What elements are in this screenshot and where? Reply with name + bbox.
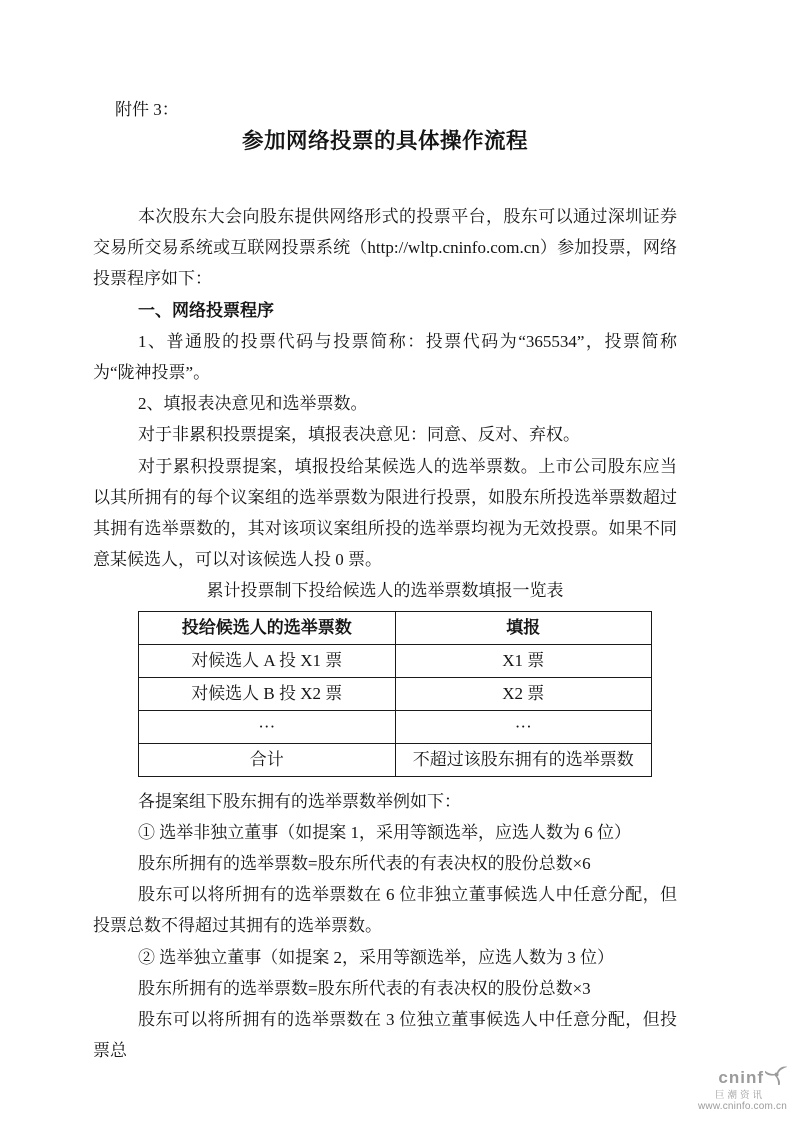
paragraph-example1-title: ① 选举非独立董事（如提案 1，采用等额选举，应选人数为 6 位） — [138, 822, 631, 842]
table-cell: 合计 — [139, 743, 396, 776]
paragraph-vote-code: 1、普通股的投票代码与投票简称：投票代码为“365534”，投票简称为“陇神投票”。 — [93, 331, 677, 383]
table-header-cell: 填报 — [395, 611, 652, 644]
table-cell: 对候选人 B 投 X2 票 — [139, 677, 396, 710]
table-row — [139, 644, 652, 677]
page-title: 参加网络投票的具体操作流程 — [241, 129, 528, 153]
table-cell: X2 票 — [395, 677, 652, 710]
paragraph-example2-allocation: 股东可以将所拥有的选举票数在 3 位独立董事候选人中任意分配，但投票总 — [93, 1010, 677, 1061]
table-cell: X1 票 — [395, 644, 652, 677]
cninfo-swirl-icon — [765, 1065, 787, 1090]
cninfo-logo-cn: 巨潮资讯 — [714, 1090, 765, 1101]
paragraph-non-cumulative: 对于非累积投票提案，填报表决意见：同意、反对、弃权。 — [138, 425, 580, 445]
paragraph-example1-formula: 股东所拥有的选举票数=股东所代表的有表决权的股份总数×6 — [138, 854, 591, 874]
vote-table — [138, 611, 652, 777]
cninfo-logo-row — [698, 1065, 787, 1090]
table-row — [139, 743, 652, 776]
table-header-cell: 投给候选人的选举票数 — [139, 611, 396, 644]
document-body — [93, 96, 677, 1066]
table-row — [139, 677, 652, 710]
section-heading: 一、网络投票程序 — [138, 300, 274, 320]
paragraph-example-intro: 各提案组下股东拥有的选举票数举例如下： — [138, 791, 461, 811]
cninfo-logo-url: www.cninfo.com.cn — [698, 1101, 787, 1112]
table-row — [139, 710, 652, 743]
paragraph-fill-opinion: 2、填报表决意见和选举票数。 — [138, 394, 368, 414]
table-cell: 不超过该股东拥有的选举票数 — [395, 743, 652, 776]
cninfo-logo-text: cninf — [718, 1067, 764, 1087]
table-caption: 累计投票制下投给候选人的选举票数填报一览表 — [206, 581, 564, 601]
paragraph-example2-title: ② 选举独立董事（如提案 2，采用等额选举，应选人数为 3 位） — [138, 947, 614, 967]
paragraph-cumulative: 对于累积投票提案，填报投给某候选人的选举票数。上市公司股东应当以其所拥有的每个议案组的选举票数为限进行投票，如股东所投选举票数超过其拥有选举票数的，其对该项议案组所投的选举票均视为无效投票。如果不同意某候选人，可以对该候选人投 0 票。 — [93, 456, 677, 570]
table-cell: ··· — [139, 710, 396, 743]
paragraph-example2-formula: 股东所拥有的选举票数=股东所代表的有表决权的股份总数×3 — [138, 978, 591, 998]
table-cell: 对候选人 A 投 X1 票 — [139, 644, 396, 677]
table-header-row — [139, 611, 652, 644]
paragraph-example1-allocation: 股东可以将所拥有的选举票数在 6 位非独立董事候选人中任意分配，但投票总数不得超过其拥有的选举票数。 — [93, 885, 677, 936]
table-cell: ··· — [395, 710, 652, 743]
attachment-label: 附件 3： — [115, 100, 179, 119]
cninfo-logo — [698, 1065, 787, 1113]
paragraph-intro: 本次股东大会向股东提供网络形式的投票平台，股东可以通过深圳证券交易所交易系统或互联网投票系统（http://wltp.cninfo.com.cn）参加投票，网络投票程序如下： — [93, 207, 677, 289]
